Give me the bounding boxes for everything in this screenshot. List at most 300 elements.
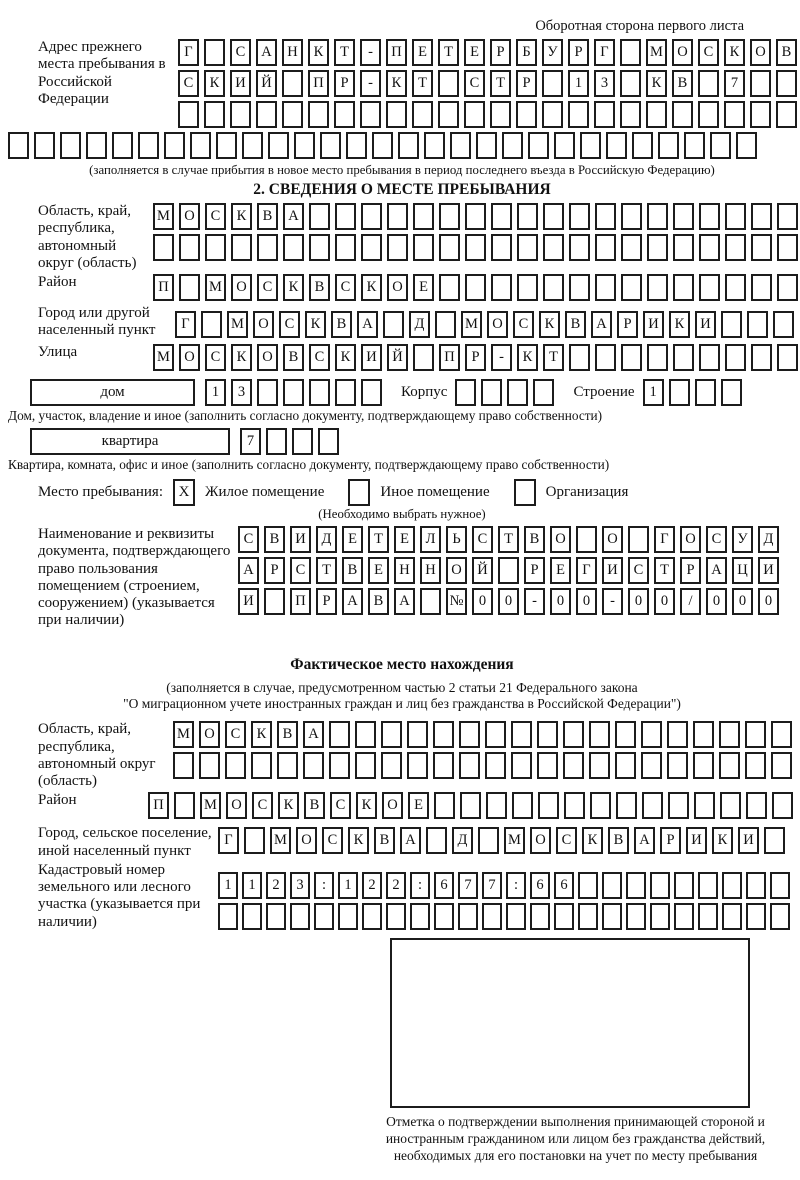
form-char-cell <box>699 203 720 230</box>
document-row-2 <box>238 557 796 584</box>
form-char-cell: Г <box>576 557 597 584</box>
form-char-cell: С <box>205 203 226 230</box>
mesto-label: Место пребывания: <box>38 484 163 500</box>
form-char-cell: 7 <box>724 70 745 97</box>
form-char-cell: В <box>264 526 285 553</box>
form-char-cell <box>776 101 797 128</box>
form-char-cell: К <box>335 344 356 371</box>
form-char-cell <box>537 752 558 779</box>
form-char-cell <box>478 827 499 854</box>
form-char-cell <box>538 792 559 819</box>
form-char-cell <box>362 903 382 930</box>
form-char-cell <box>138 132 159 159</box>
field-fact-oblast <box>8 721 796 790</box>
form-char-cell: М <box>227 311 248 338</box>
form-char-cell: А <box>706 557 727 584</box>
form-char-cell <box>674 903 694 930</box>
form-char-cell <box>459 721 480 748</box>
form-char-cell <box>746 792 767 819</box>
form-char-cell <box>266 428 287 455</box>
form-char-cell <box>606 132 627 159</box>
form-char-cell: 3 <box>290 872 310 899</box>
section2-title: 2. СВЕДЕНИЯ О МЕСТЕ ПРЕБЫВАНИЯ <box>253 181 551 198</box>
form-char-cell: Г <box>178 39 199 66</box>
form-char-cell: И <box>602 557 623 584</box>
ulitsa-row <box>153 344 800 371</box>
fact-oblast-label: Область, край, республика, автономный округ (область) <box>38 721 156 789</box>
form-char-cell: Й <box>387 344 408 371</box>
fact-raion-label: Район <box>38 792 77 809</box>
form-char-cell: К <box>348 827 369 854</box>
form-char-cell <box>434 792 455 819</box>
form-char-cell <box>485 752 506 779</box>
form-char-cell: Т <box>412 70 433 97</box>
form-char-cell <box>355 721 376 748</box>
form-char-cell <box>620 70 641 97</box>
form-char-cell: С <box>205 344 226 371</box>
form-char-cell <box>481 379 502 406</box>
form-char-cell <box>320 132 341 159</box>
form-char-cell: Р <box>568 39 589 66</box>
form-char-cell <box>329 721 350 748</box>
form-char-cell: Ц <box>732 557 753 584</box>
form-char-cell <box>777 203 798 230</box>
form-char-cell <box>361 234 382 261</box>
form-char-cell: Д <box>316 526 337 553</box>
form-char-cell <box>776 70 797 97</box>
form-char-cell <box>464 101 485 128</box>
form-char-cell <box>725 344 746 371</box>
field-gorod <box>8 305 796 342</box>
raion-label: Район <box>38 274 77 290</box>
form-char-cell <box>628 526 649 553</box>
form-char-cell: 1 <box>205 379 226 406</box>
form-char-cell <box>736 132 757 159</box>
form-char-cell <box>460 792 481 819</box>
form-char-cell <box>439 274 460 301</box>
form-char-cell: В <box>342 557 363 584</box>
form-char-cell: В <box>776 39 797 66</box>
form-char-cell <box>594 101 615 128</box>
field-fact-gorod <box>8 825 796 860</box>
form-char-cell <box>420 588 441 615</box>
form-char-cell <box>410 903 430 930</box>
form-char-cell: В <box>309 274 330 301</box>
form-char-cell <box>595 234 616 261</box>
org-label: Организация <box>545 484 629 500</box>
form-char-cell: С <box>257 274 278 301</box>
form-char-cell: С <box>335 274 356 301</box>
form-char-cell <box>615 721 636 748</box>
form-char-cell: 1 <box>338 872 358 899</box>
form-char-cell <box>283 234 304 261</box>
zhiloe-label: Жилое помещение <box>205 484 325 500</box>
gorod-row <box>175 311 799 338</box>
form-char-cell <box>621 274 642 301</box>
form-char-cell: О <box>296 827 317 854</box>
form-char-cell: 7 <box>482 872 502 899</box>
form-char-cell <box>751 274 772 301</box>
form-char-cell: С <box>464 70 485 97</box>
form-char-cell <box>720 792 741 819</box>
fact-oblast-rows <box>173 721 797 783</box>
form-char-cell <box>450 132 471 159</box>
form-char-cell: В <box>277 721 298 748</box>
form-char-cell <box>589 721 610 748</box>
form-char-cell <box>517 203 538 230</box>
fact-note-line1: (заполняется в случае, предусмотренном частью 2 статьи 21 Федерального закона <box>166 679 638 695</box>
form-char-cell <box>773 311 794 338</box>
form-char-cell <box>60 132 81 159</box>
form-char-cell <box>511 752 532 779</box>
form-char-cell <box>225 752 246 779</box>
form-char-cell: И <box>758 557 779 584</box>
form-char-cell: 0 <box>706 588 727 615</box>
prev-address-row-4 <box>8 132 796 159</box>
form-char-cell: С <box>322 827 343 854</box>
checkbox-organizatsiya <box>514 479 536 506</box>
form-char-cell <box>694 792 715 819</box>
form-char-cell: 0 <box>732 588 753 615</box>
form-char-cell <box>722 903 742 930</box>
form-char-cell <box>693 721 714 748</box>
form-char-cell: 1 <box>242 872 262 899</box>
form-char-cell: В <box>257 203 278 230</box>
fact-oblast-row-2 <box>173 752 797 779</box>
form-char-cell <box>201 311 222 338</box>
form-char-cell <box>426 827 447 854</box>
form-char-cell <box>256 101 277 128</box>
form-char-cell <box>199 752 220 779</box>
form-char-cell: В <box>374 827 395 854</box>
form-char-cell <box>669 379 690 406</box>
form-char-cell <box>486 792 507 819</box>
form-char-cell: С <box>706 526 727 553</box>
form-char-cell <box>308 101 329 128</box>
korpus-label: Корпус <box>401 384 448 400</box>
form-char-cell: П <box>386 39 407 66</box>
form-char-cell <box>576 526 597 553</box>
form-char-cell <box>650 872 670 899</box>
document-row-3 <box>238 588 796 615</box>
form-char-cell <box>334 101 355 128</box>
form-char-cell: № <box>446 588 467 615</box>
form-char-cell <box>412 101 433 128</box>
form-char-cell <box>424 132 445 159</box>
form-char-cell: А <box>400 827 421 854</box>
form-char-cell <box>517 274 538 301</box>
form-char-cell <box>491 203 512 230</box>
form-char-cell: К <box>308 39 329 66</box>
form-char-cell: Е <box>368 557 389 584</box>
form-char-cell <box>621 203 642 230</box>
form-char-cell <box>438 70 459 97</box>
form-char-cell <box>563 721 584 748</box>
form-char-cell <box>434 903 454 930</box>
form-char-cell: О <box>750 39 771 66</box>
form-char-cell: 2 <box>266 872 286 899</box>
form-char-cell: В <box>524 526 545 553</box>
form-char-cell: О <box>680 526 701 553</box>
form-char-cell <box>387 234 408 261</box>
form-char-cell <box>230 101 251 128</box>
form-char-cell <box>620 101 641 128</box>
form-char-cell <box>465 274 486 301</box>
form-char-cell: Р <box>490 39 511 66</box>
form-char-cell: И <box>686 827 707 854</box>
form-char-cell <box>719 752 740 779</box>
form-char-cell: 1 <box>218 872 238 899</box>
form-char-cell <box>621 234 642 261</box>
form-char-cell <box>338 903 358 930</box>
form-char-cell <box>413 344 434 371</box>
form-char-cell <box>698 101 719 128</box>
document-row-1 <box>238 526 796 553</box>
form-char-cell <box>318 428 339 455</box>
stamp-area <box>390 938 750 1108</box>
form-char-cell <box>386 101 407 128</box>
prev-address-note: (заполняется в случае прибытия в новое место пребывания в период последнего въезда в Российскую Федерацию) <box>89 163 715 177</box>
form-char-cell <box>476 132 497 159</box>
form-char-cell <box>695 379 716 406</box>
form-char-cell: Й <box>472 557 493 584</box>
form-char-cell <box>386 903 406 930</box>
form-char-cell: Т <box>543 344 564 371</box>
form-char-cell: Т <box>490 70 511 97</box>
form-char-cell <box>699 234 720 261</box>
form-char-cell: Е <box>464 39 485 66</box>
form-char-cell <box>542 101 563 128</box>
form-char-cell <box>309 234 330 261</box>
form-char-cell: П <box>148 792 169 819</box>
form-char-cell <box>251 752 272 779</box>
form-char-cell: С <box>309 344 330 371</box>
form-char-cell <box>693 752 714 779</box>
form-char-cell: Р <box>516 70 537 97</box>
form-char-cell: : <box>314 872 334 899</box>
form-char-cell: К <box>712 827 733 854</box>
form-char-cell: К <box>517 344 538 371</box>
form-char-cell: О <box>550 526 571 553</box>
form-char-cell <box>747 311 768 338</box>
dom-note: Дом, участок, владение и иное (заполнить согласно документу, подтверждающему право собственности) <box>8 408 603 423</box>
form-char-cell <box>438 101 459 128</box>
form-char-cell: О <box>530 827 551 854</box>
form-char-cell <box>435 311 456 338</box>
field-mesto-prebyvaniya <box>38 479 796 506</box>
form-char-cell <box>205 234 226 261</box>
form-char-cell <box>335 379 356 406</box>
form-char-cell <box>485 721 506 748</box>
form-char-cell <box>309 203 330 230</box>
form-char-cell <box>568 101 589 128</box>
form-char-cell: В <box>331 311 352 338</box>
form-char-cell: 6 <box>554 872 574 899</box>
oblast-row-1 <box>153 203 800 230</box>
form-char-cell <box>751 344 772 371</box>
form-char-cell: М <box>205 274 226 301</box>
form-char-cell <box>153 234 174 261</box>
form-char-cell: Б <box>516 39 537 66</box>
form-char-cell: М <box>504 827 525 854</box>
form-char-cell: 2 <box>386 872 406 899</box>
form-char-cell: М <box>153 203 174 230</box>
form-char-cell: - <box>491 344 512 371</box>
form-char-cell: 0 <box>654 588 675 615</box>
form-char-cell: К <box>361 274 382 301</box>
form-char-cell <box>543 274 564 301</box>
form-char-cell <box>465 203 486 230</box>
form-char-cell: : <box>410 872 430 899</box>
form-char-cell: К <box>231 203 252 230</box>
form-char-cell <box>647 274 668 301</box>
form-char-cell: 3 <box>231 379 252 406</box>
form-char-cell: К <box>724 39 745 66</box>
form-char-cell <box>498 557 519 584</box>
form-char-cell: - <box>524 588 545 615</box>
form-char-cell: / <box>680 588 701 615</box>
kvartira-cells <box>240 428 344 455</box>
form-char-cell: Т <box>438 39 459 66</box>
field-dom <box>30 379 796 406</box>
form-char-cell: О <box>257 344 278 371</box>
form-char-cell: Е <box>550 557 571 584</box>
form-char-cell <box>264 588 285 615</box>
form-char-cell <box>164 132 185 159</box>
form-char-cell <box>413 234 434 261</box>
field-kadastr <box>8 862 796 934</box>
form-char-cell <box>242 132 263 159</box>
form-char-cell <box>512 792 533 819</box>
form-char-cell <box>658 132 679 159</box>
form-char-cell: Д <box>409 311 430 338</box>
form-char-cell <box>335 234 356 261</box>
form-char-cell <box>433 721 454 748</box>
form-char-cell: В <box>672 70 693 97</box>
form-char-cell <box>772 792 793 819</box>
form-char-cell: 0 <box>628 588 649 615</box>
form-char-cell: С <box>238 526 259 553</box>
form-char-cell: О <box>179 203 200 230</box>
form-char-cell <box>616 792 637 819</box>
form-char-cell <box>244 827 265 854</box>
form-char-cell: П <box>153 274 174 301</box>
form-char-cell <box>626 872 646 899</box>
form-char-cell: И <box>738 827 759 854</box>
form-char-cell <box>173 752 194 779</box>
form-char-cell <box>292 428 313 455</box>
checkbox-zhiloe-pomeshchenie: X <box>173 479 195 506</box>
form-char-cell <box>771 752 792 779</box>
form-char-cell <box>190 132 211 159</box>
form-char-cell: 0 <box>758 588 779 615</box>
form-char-cell <box>216 132 237 159</box>
form-char-cell: Г <box>654 526 675 553</box>
form-char-cell <box>580 132 601 159</box>
prev-address-row-3 <box>178 101 800 128</box>
form-char-cell <box>381 752 402 779</box>
form-char-cell: С <box>698 39 719 66</box>
kadastr-rows <box>218 872 796 934</box>
oblast-row-2 <box>153 234 800 261</box>
field-oblast <box>8 203 796 272</box>
form-char-cell <box>303 752 324 779</box>
fact-note-line2: "О миграционном учете иностранных граждан и лиц без гражданства в Российской Федерации") <box>123 696 681 712</box>
prev-address-rows <box>178 39 800 132</box>
form-char-cell: О <box>231 274 252 301</box>
form-char-cell: С <box>290 557 311 584</box>
form-char-cell: М <box>173 721 194 748</box>
form-char-cell <box>646 101 667 128</box>
form-char-cell: И <box>695 311 716 338</box>
form-char-cell <box>699 344 720 371</box>
form-char-cell: 0 <box>472 588 493 615</box>
form-char-cell <box>491 274 512 301</box>
form-char-cell <box>398 132 419 159</box>
form-char-cell <box>361 379 382 406</box>
form-char-cell <box>668 792 689 819</box>
checkbox-inoe-pomeshchenie <box>348 479 370 506</box>
form-char-cell <box>433 752 454 779</box>
form-char-cell <box>283 379 304 406</box>
form-char-cell: Н <box>282 39 303 66</box>
form-char-cell: Т <box>316 557 337 584</box>
form-char-cell <box>361 203 382 230</box>
form-char-cell: К <box>231 344 252 371</box>
form-char-cell <box>721 379 742 406</box>
form-char-cell <box>569 234 590 261</box>
form-char-cell: Е <box>342 526 363 553</box>
form-char-cell <box>674 872 694 899</box>
form-char-cell <box>595 344 616 371</box>
form-char-cell: В <box>283 344 304 371</box>
form-char-cell: О <box>179 344 200 371</box>
form-char-cell <box>621 344 642 371</box>
form-char-cell <box>86 132 107 159</box>
form-char-cell: 6 <box>530 872 550 899</box>
form-char-cell: И <box>238 588 259 615</box>
form-char-cell: 0 <box>576 588 597 615</box>
form-char-cell: С <box>330 792 351 819</box>
form-char-cell <box>725 234 746 261</box>
form-char-cell <box>528 132 549 159</box>
form-char-cell: Д <box>452 827 473 854</box>
form-char-cell: Е <box>394 526 415 553</box>
form-char-cell: А <box>303 721 324 748</box>
form-char-cell: М <box>461 311 482 338</box>
kadastr-row-1 <box>218 872 796 899</box>
form-char-cell <box>667 721 688 748</box>
form-char-cell <box>590 792 611 819</box>
form-char-cell <box>383 311 404 338</box>
form-char-cell: И <box>361 344 382 371</box>
form-char-cell <box>569 274 590 301</box>
form-char-cell: М <box>270 827 291 854</box>
form-char-cell: Р <box>617 311 638 338</box>
form-char-cell <box>407 721 428 748</box>
form-char-cell <box>282 101 303 128</box>
form-char-cell: П <box>439 344 460 371</box>
form-char-cell <box>626 903 646 930</box>
form-char-cell <box>554 132 575 159</box>
form-char-cell <box>595 274 616 301</box>
field-fact-raion <box>8 792 796 823</box>
form-char-cell <box>268 132 289 159</box>
fact-note <box>8 680 796 714</box>
form-char-cell: Р <box>334 70 355 97</box>
form-char-cell: И <box>290 526 311 553</box>
form-char-cell: С <box>513 311 534 338</box>
